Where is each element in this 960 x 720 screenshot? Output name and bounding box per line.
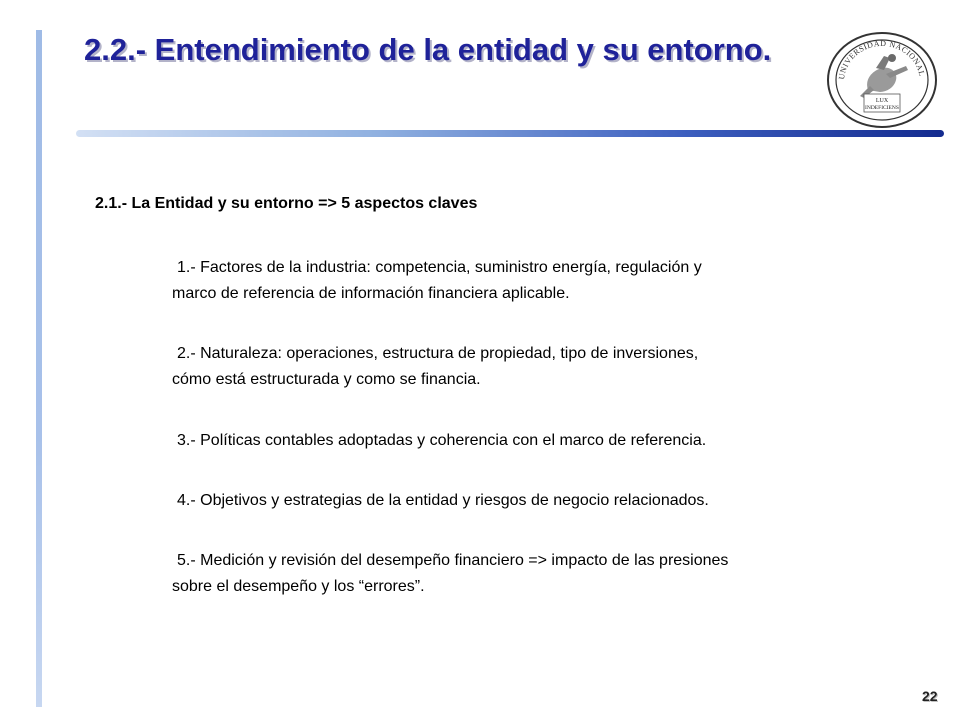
left-accent-bar [36,30,42,707]
seal-icon [824,30,940,130]
list-item-line: cómo está estructurada y como se financia. [172,371,481,388]
page-number: 22 [922,688,938,704]
list-item-line: 4.- Objetivos y estrategias de la entidad y riesgos de negocio relacionados. [177,492,709,509]
title-underline-rule [76,130,944,137]
list-item-line: 1.- Factores de la industria: competencia, suministro energía, regulación y [177,259,702,276]
list-item [172,548,932,600]
section-subtitle: 2.1.- La Entidad y su entorno => 5 aspectos claves [95,195,478,212]
list-item [172,488,932,514]
list-item [172,428,932,454]
seal-motto-2: INDEFICIENS [865,105,899,111]
seal-motto-1: LUX [875,98,889,104]
list-item-line: marco de referencia de información financiera aplicable. [172,285,570,302]
list-item [172,255,932,307]
seal-ring-text: UNIVERSIDAD NACIONAL [837,38,927,81]
slide-title: 2.2.- Entendimiento de la entidad y su entorno. [84,32,772,67]
list-item-line: 5.- Medición y revisión del desempeño financiero => impacto de las presiones [177,552,729,569]
list-item [172,341,932,393]
list-item-line: sobre el desempeño y los “errores”. [172,578,425,595]
university-seal-logo [824,30,940,130]
list-item-line: 2.- Naturaleza: operaciones, estructura de propiedad, tipo de inversiones, [177,345,699,362]
list-item-line: 3.- Políticas contables adoptadas y coherencia con el marco de referencia. [177,432,707,449]
